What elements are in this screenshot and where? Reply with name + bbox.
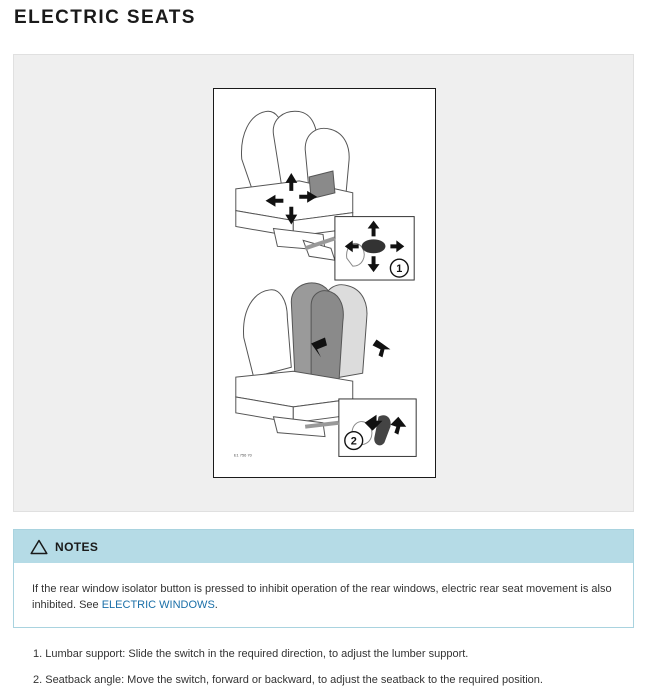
page-title: ELECTRIC SEATS (14, 7, 196, 28)
notes-text-before: If the rear window isolator button is pressed to inhibit operation of the rear windows, electric rear seat movement is also inhibited. See (32, 583, 612, 611)
notes-header (14, 530, 633, 563)
figure-panel (13, 54, 634, 512)
notes-title: NOTES (55, 539, 99, 554)
callout-1: 1 (396, 263, 403, 276)
callout-2: 2 (350, 435, 357, 448)
seat-illustration (213, 88, 436, 478)
list-item: 2. Seatback angle: Move the switch, forward or backward, to adjust the seatback to the required position. (33, 674, 543, 686)
notes-text (14, 563, 633, 613)
figure-ref-code: E1 756 70 (233, 452, 252, 458)
notes-box (13, 529, 634, 628)
electric-windows-link[interactable]: ELECTRIC WINDOWS (101, 599, 215, 611)
instruction-list (33, 646, 633, 698)
list-item: 1. Lumbar support: Slide the switch in the required direction, to adjust the lumber support. (33, 648, 469, 660)
warning-triangle-icon (30, 539, 48, 555)
seat-illustration-svg (214, 89, 435, 477)
notes-text-after: . (214, 599, 218, 611)
